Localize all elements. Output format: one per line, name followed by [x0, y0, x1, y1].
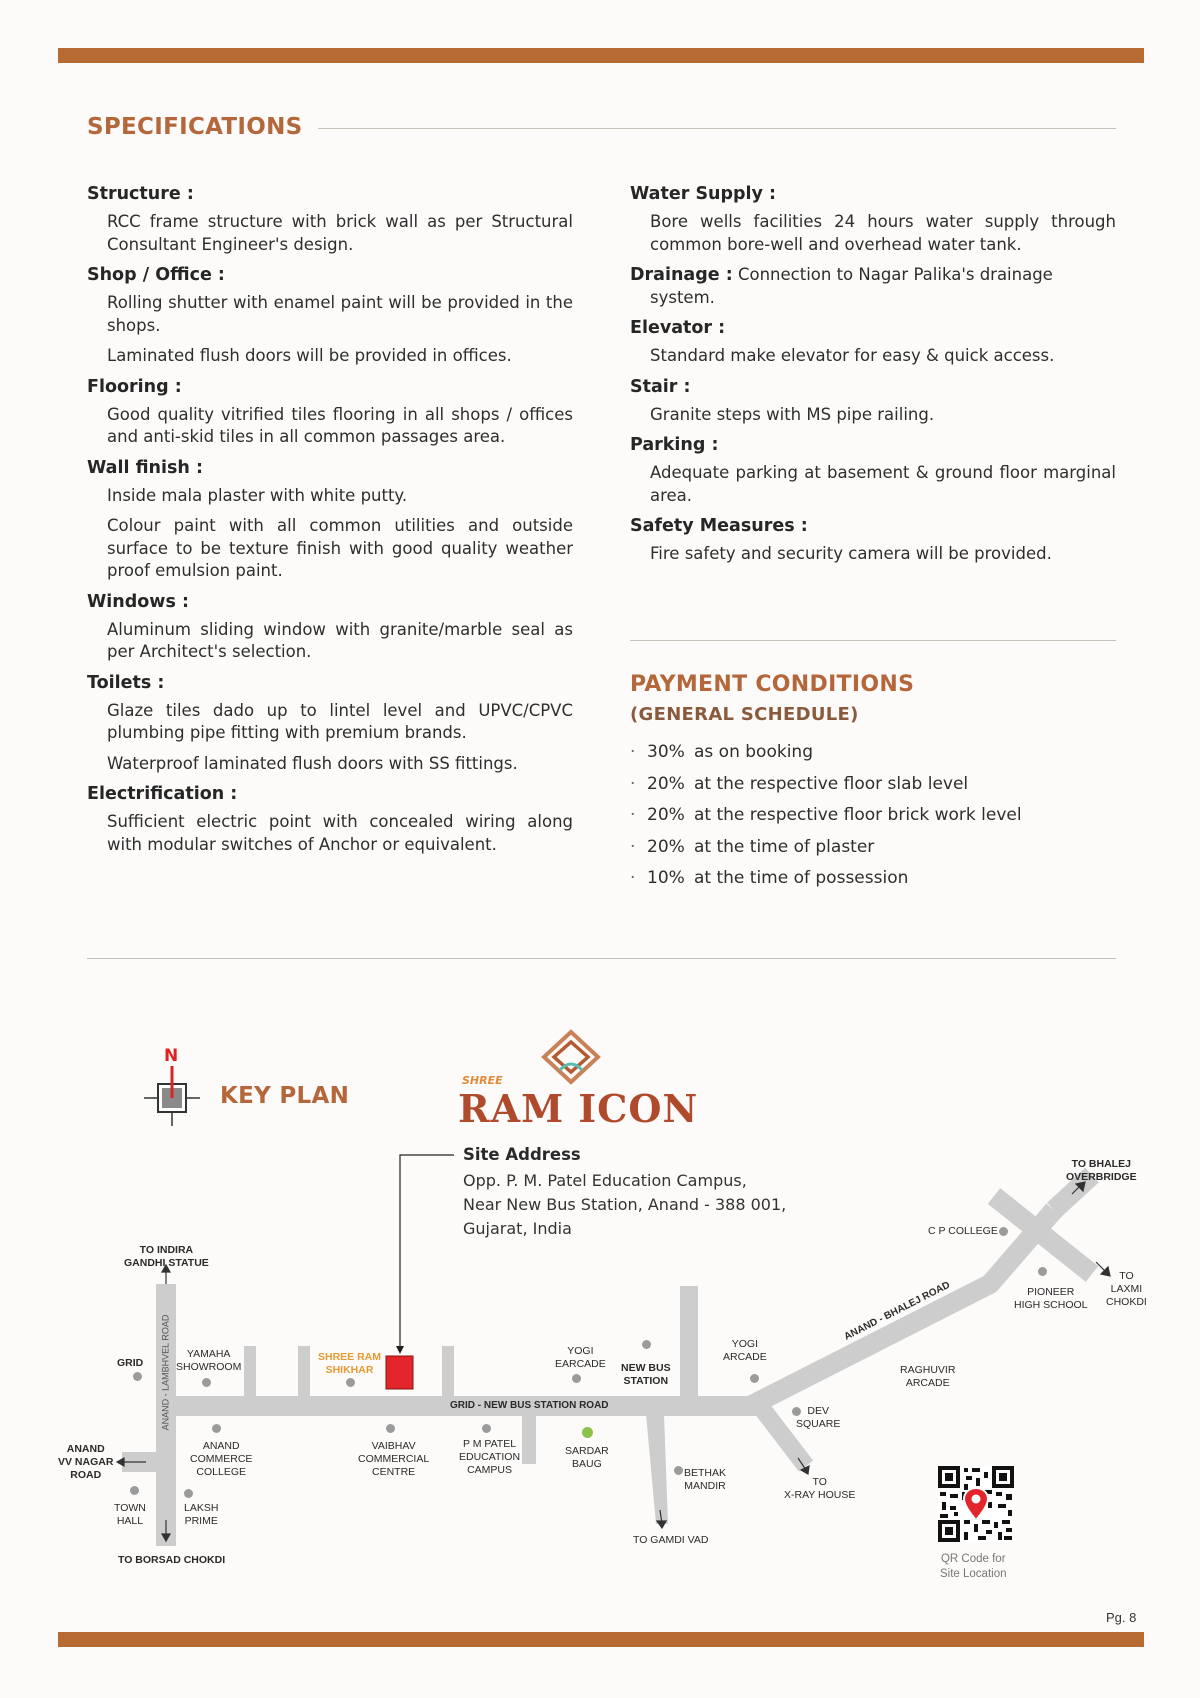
payment-percent: 10%: [647, 868, 685, 888]
label-main-road: GRID - NEW BUS STATION ROAD: [450, 1400, 609, 1411]
label-cp-college: C P COLLEGE: [928, 1225, 998, 1237]
key-plan-title: KEY PLAN: [220, 1083, 350, 1109]
label-to-gamdi: TO GAMDI VAD: [633, 1534, 709, 1546]
yogi-earcade-dot: [572, 1374, 581, 1383]
spec-label: Elevator :: [630, 318, 726, 338]
payment-percent: 30%: [647, 742, 685, 762]
spec-paragraph: Sufficient electric point with concealed wiring along with modular switches of Anchor or equivalent.: [107, 812, 573, 854]
shikhar-dot: [346, 1378, 355, 1387]
label-dev-square: DEV SQUARE: [796, 1405, 841, 1430]
spec-inline-value: Connection to Nagar Palika's drainage: [737, 265, 1053, 284]
spec-paragraph: Rolling shutter with enamel paint will be provided in the shops.: [107, 293, 573, 335]
label-lambhvel-road: ANAND - LAMBHVEL ROAD: [160, 1314, 171, 1431]
payment-stage: at the time of plaster: [694, 836, 875, 857]
spec-paragraph: Glaze tiles dado up to lintel level and UPVC/CPVC plumbing pipe fitting with premium brands.: [107, 700, 573, 742]
payment-title: PAYMENT CONDITIONS: [630, 672, 915, 697]
label-anand-commerce: ANAND COMMERCE COLLEGE: [190, 1440, 253, 1478]
qr-caption: QR Code for Site Location: [940, 1553, 1007, 1580]
label-to-laxmi: TO LAXMI CHOKDI: [1106, 1270, 1147, 1308]
site-address-line-1: Opp. P. M. Patel Education Campus,: [463, 1171, 747, 1190]
stub-2: [298, 1346, 310, 1398]
label-shree-ram-shikhar: SHREE RAM SHIKHAR: [318, 1351, 382, 1376]
spec-paragraph: Inside mala plaster with white putty.: [107, 485, 408, 505]
qr-code-icon[interactable]: [938, 1466, 1014, 1542]
new-bus-station-dot: [642, 1340, 651, 1349]
specifications-title: SPECIFICATIONS: [87, 114, 303, 140]
logo-small-text: SHREE: [462, 1074, 503, 1087]
spec-paragraph: Standard make elevator for easy & quick access.: [650, 346, 1055, 365]
pioneer-dot: [1038, 1267, 1047, 1276]
label-to-indira: TO INDIRA GANDHI STATUE: [124, 1244, 209, 1269]
spec-label: Safety Measures :: [630, 516, 808, 536]
road-gamdi-vad: [646, 1414, 668, 1524]
spec-paragraph: Bore wells facilities 24 hours water supply through common bore-well and overhead water tank.: [650, 212, 1116, 254]
spec-label: Water Supply :: [630, 184, 777, 204]
spec-paragraph: Colour paint with all common utilities and outside surface to be texture finish with good quality weather proof emulsion paint.: [107, 516, 573, 580]
sardar-baug-dot: [582, 1427, 593, 1438]
spec-label: Parking :: [630, 435, 719, 455]
town-hall-dot: [130, 1486, 139, 1495]
label-anand-vv-nagar: ANAND VV NAGAR ROAD: [58, 1443, 114, 1481]
label-vaibhav: VAIBHAV COMMERCIAL CENTRE: [358, 1440, 430, 1478]
label-to-bhalej: TO BHALEJ OVERBRIDGE: [1066, 1158, 1137, 1183]
label-laksh-prime: LAKSH PRIME: [184, 1502, 219, 1527]
road-bus-station-north: [680, 1286, 698, 1398]
label-sardar-baug: SARDAR BAUG: [565, 1445, 609, 1470]
site-address-line-3: Gujarat, India: [463, 1219, 572, 1238]
spec-paragraph: RCC frame structure with brick wall as per Structural Consultant Engineer's design.: [107, 212, 573, 254]
label-town-hall: TOWN HALL: [114, 1502, 146, 1527]
spec-label: Windows :: [87, 591, 189, 612]
bethak-mandir-dot: [674, 1466, 683, 1475]
stub-1: [244, 1346, 256, 1398]
spec-paragraph: Adequate parking at basement & ground floor marginal area.: [650, 463, 1116, 505]
site-marker: [386, 1356, 413, 1389]
spec-label: Electrification :: [87, 784, 238, 804]
payment-percent: 20%: [647, 805, 685, 825]
page-number: Pg. 8: [1106, 1610, 1137, 1625]
spec-label: Shop / Office :: [87, 265, 225, 285]
spec-paragraph: Waterproof laminated flush doors with SS fittings.: [107, 753, 518, 773]
cp-college-dot: [999, 1227, 1008, 1236]
spec-label: Drainage :: [630, 265, 733, 285]
spec-label: Structure :: [87, 184, 194, 204]
payment-stage: at the respective floor slab level: [694, 773, 969, 794]
payment-percent: 20%: [647, 773, 685, 794]
spec-label: Wall finish :: [87, 457, 203, 478]
site-pointer-line: [400, 1155, 454, 1352]
logo-main-text: RAM ICON: [458, 1086, 699, 1131]
compass-letter: N: [164, 1046, 179, 1066]
spec-label: Stair :: [630, 376, 691, 397]
site-address-label: Site Address: [463, 1145, 581, 1164]
grid-dot: [133, 1372, 142, 1381]
label-yamaha: YAMAHA SHOWROOM: [176, 1348, 242, 1373]
vaibhav-dot: [386, 1424, 395, 1433]
spec-label: Toilets :: [87, 672, 165, 693]
pm-patel-dot: [482, 1424, 491, 1433]
payment-stage: at the time of possession: [694, 868, 909, 888]
label-to-borsad: TO BORSAD CHOKDI: [118, 1554, 226, 1566]
label-grid: GRID: [117, 1357, 144, 1369]
label-new-bus-station: NEW BUS STATION: [621, 1362, 671, 1387]
payment-subtitle: (GENERAL SCHEDULE): [630, 704, 859, 725]
label-bhalej-road: ANAND - BHALEJ ROAD: [842, 1279, 952, 1343]
stub-3: [442, 1346, 454, 1398]
payment-stage: at the respective floor brick work level: [694, 805, 1022, 825]
anand-commerce-dot: [212, 1424, 221, 1433]
label-pm-patel: P M PATEL EDUCATION CAMPUS: [459, 1438, 521, 1476]
spec-paragraph: Aluminum sliding window with granite/marble seal as per Architect's selection.: [107, 619, 573, 661]
spec-label: Flooring :: [87, 376, 182, 397]
stub-pm-patel: [522, 1414, 536, 1464]
payment-stage: as on booking: [694, 742, 813, 762]
spec-inline-continuation: system.: [650, 287, 715, 307]
label-to-xray: TO X-RAY HOUSE: [784, 1476, 856, 1501]
label-yogi-arcade: YOGI ARCADE: [723, 1338, 767, 1363]
payment-percent: 20%: [647, 836, 685, 857]
yamaha-dot: [202, 1378, 211, 1387]
spec-paragraph: Granite steps with MS pipe railing.: [650, 404, 935, 424]
label-raghuvir: RAGHUVIR ARCADE: [900, 1364, 956, 1389]
spec-paragraph: Laminated flush doors will be provided in offices.: [107, 346, 512, 365]
site-address-line-2: Near New Bus Station, Anand - 388 001,: [463, 1195, 787, 1214]
yogi-arcade-dot: [750, 1374, 759, 1383]
spec-paragraph: Fire safety and security camera will be provided.: [650, 544, 1052, 563]
laksh-prime-dot: [184, 1489, 193, 1498]
label-pioneer: PIONEER HIGH SCHOOL: [1014, 1286, 1088, 1311]
label-yogi-earcade: YOGI EARCADE: [555, 1345, 606, 1370]
label-bethak-mandir: BETHAK MANDIR: [684, 1467, 727, 1492]
spec-paragraph: Good quality vitrified tiles flooring in all shops / offices and anti-skid tiles in all common passages area.: [107, 404, 573, 446]
